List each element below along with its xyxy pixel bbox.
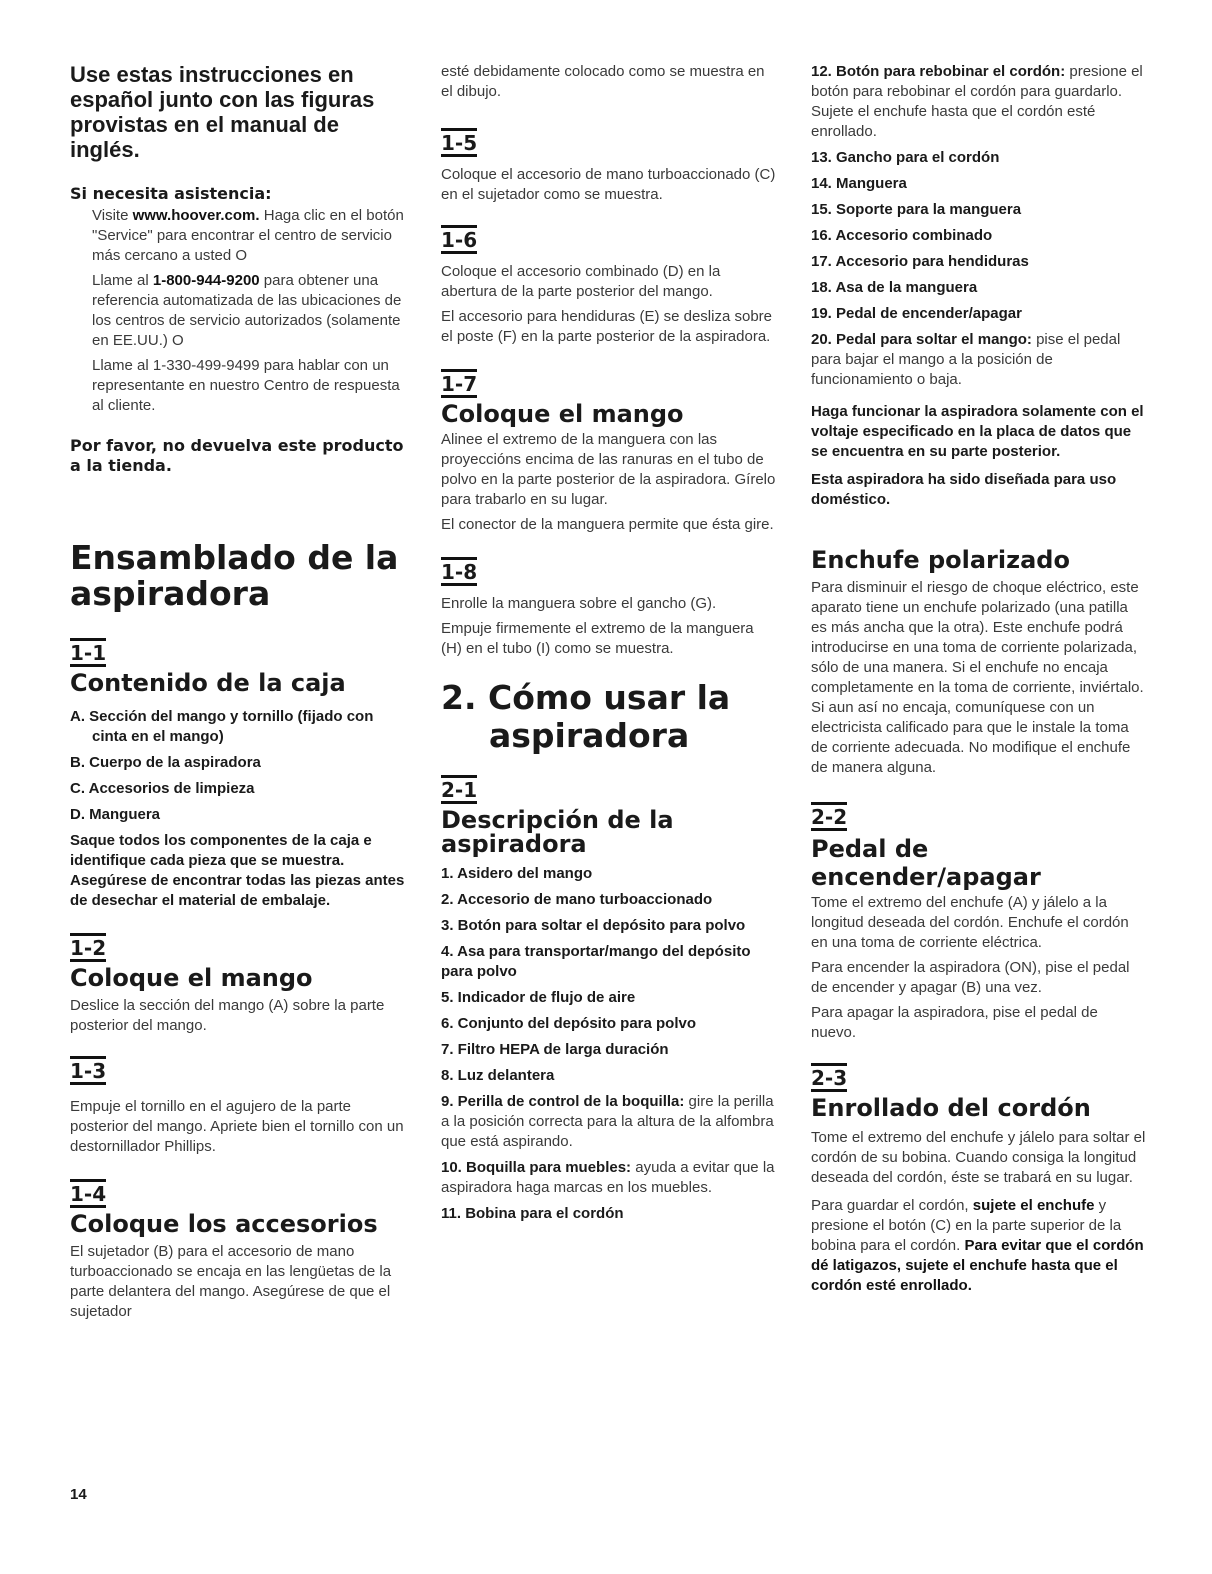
polarized-plug-title: Enchufe polarizado xyxy=(811,546,1070,574)
polarized-plug-body: Para disminuir el riesgo de choque eléctrico, este aparato tiene un enchufe polarizado (una patilla es más ancha que la otra). Este enchufe podrá introducirse en una toma de corriente polarizada, sólo de una manera. Si el enchufe no encaja completamente en la toma de corriente, inviértalo. Si aun así no encaja, comuníquese con un electricista calificado para que le instale la toma de corriente adecuada. No modifique el enchufe de manera alguna. xyxy=(811,579,1144,776)
step-number: 1-5 xyxy=(441,128,477,157)
list-item xyxy=(441,916,776,936)
step-2-2 xyxy=(811,802,1146,1043)
step-title: Enrollado del cordón xyxy=(811,1094,1091,1122)
step-body: Empuje firmemente el extremo de la manguera (H) en el tubo (I) como se muestra. xyxy=(441,620,754,657)
item-label: 20. Pedal para soltar el mango: xyxy=(811,331,1032,348)
item-label: 2. Accesorio de mano turboaccionado xyxy=(441,891,713,908)
intro-heading: Use estas instrucciones en español junto con las figuras provistas en el manual de inglés. xyxy=(70,62,375,162)
item-description: ayuda a evitar que la aspiradora haga marcas en los muebles. xyxy=(441,1159,775,1196)
step-body: Tome el extremo del enchufe y jálelo para soltar el cordón de su bobina. Cuando consiga la longitud deseada del cordón, éste se trabará en su lugar. xyxy=(811,1129,1146,1186)
item-label: 18. Asa de la manguera xyxy=(811,279,978,296)
page-number: 14 xyxy=(70,1486,87,1503)
assistance-paragraph-3: Llame al 1-330-499-9499 para hablar con un representante en nuestro Centro de respuesta al cliente. xyxy=(92,357,400,414)
step-number: 1-1 xyxy=(70,638,106,667)
step-body: Coloque el accesorio combinado (D) en la abertura de la parte posterior del mango. xyxy=(441,263,721,300)
list-item xyxy=(811,62,1146,142)
step-1-5 xyxy=(441,128,776,205)
step-body: El sujetador (B) para el accesorio de mano turboaccionado se encaja en las lengüetas de la parte delantera del mango. Asegúrese de que el sujetador xyxy=(70,1243,392,1320)
step-1-4 xyxy=(70,1179,405,1322)
item-label: 12. Botón para rebobinar el cordón: xyxy=(811,63,1066,80)
step-body: Alinee el extremo de la manguera con las proyeccións encima de las ranuras en el tubo de polvo en la parte posterior de la aspiradora. Gírelo para trabarlo en su lugar. xyxy=(441,431,776,508)
list-item xyxy=(441,1040,776,1060)
list-item xyxy=(441,1092,776,1152)
section-title-assembly: Ensamblado de la aspiradora xyxy=(70,538,399,613)
column-1 xyxy=(70,62,405,1322)
step-title: Contenido de la caja xyxy=(70,669,346,697)
step-2-1 xyxy=(441,775,776,1224)
section-title-text: Cómo usar la xyxy=(488,678,731,717)
contents-note: Saque todos los componentes de la caja e identifique cada pieza que se muestra. Asegúrese de encontrar todas las piezas antes de desechar el material de embalaje. xyxy=(70,832,405,909)
step-number: 1-7 xyxy=(441,369,477,398)
step-1-3 xyxy=(70,1056,405,1157)
voltage-note: Haga funcionar la aspiradora solamente con el voltaje especificado en la placa de datos que se encuentra en su parte posterior. xyxy=(811,403,1144,460)
item-label: 7. Filtro HEPA de larga duración xyxy=(441,1041,669,1058)
step-body: Para encender la aspiradora (ON), pise el pedal de encender y apagar (B) una vez. xyxy=(811,959,1130,996)
list-item xyxy=(441,1158,776,1198)
list-item xyxy=(441,1204,776,1224)
item-label: 8. Luz delantera xyxy=(441,1067,555,1084)
step-title: Descripción de la aspiradora xyxy=(441,806,674,858)
step-number: 1-4 xyxy=(70,1179,106,1208)
list-item xyxy=(811,252,1146,272)
step-body: Coloque el accesorio de mano turboaccionado (C) en el sujetador como se muestra. xyxy=(441,166,776,203)
step-text: y presione el botón (C) en la parte superior de la bobina para el cordón. xyxy=(811,1197,1122,1254)
section-title-line-2: aspiradora xyxy=(489,716,690,755)
list-item xyxy=(811,200,1146,220)
parts-list xyxy=(441,864,776,1224)
domestic-use-note: Esta aspiradora ha sido diseñada para uso doméstico. xyxy=(811,471,1117,508)
continued-text: esté debidamente colocado como se muestra en el dibujo. xyxy=(441,63,765,100)
step-number: 2-2 xyxy=(811,802,847,831)
item-description: presione el botón para rebobinar el cordón para guardarlo. Sujete el enchufe hasta que el cordón esté enrollado. xyxy=(811,63,1143,140)
section-title-line-1 xyxy=(441,679,776,717)
column-2 xyxy=(441,62,776,1230)
list-item xyxy=(811,330,1146,390)
list-item xyxy=(811,304,1146,324)
list-item: A. Sección del mango y tornillo (fijado con cinta en el mango) xyxy=(70,708,374,745)
item-label: 5. Indicador de flujo de aire xyxy=(441,989,636,1006)
section-number: 2. xyxy=(441,678,477,717)
step-number: 1-8 xyxy=(441,557,477,586)
step-number: 1-6 xyxy=(441,225,477,254)
item-label: 16. Accesorio combinado xyxy=(811,227,993,244)
item-label: 3. Botón para soltar el depósito para polvo xyxy=(441,917,746,934)
step-title: Coloque el mango xyxy=(70,964,313,992)
step-body: Tome el extremo del enchufe (A) y jálelo a la longitud deseada del cordón. Enchufe el cordón en una toma de corriente eléctrica. xyxy=(811,894,1129,951)
item-label: 19. Pedal de encender/apagar xyxy=(811,305,1022,322)
step-body: Deslice la sección del mango (A) sobre la parte posterior del mango. xyxy=(70,997,385,1034)
step-number: 1-3 xyxy=(70,1056,106,1085)
assistance-paragraph-1 xyxy=(70,206,405,266)
step-warning: Para evitar que el cordón dé latigazos, sujete el enchufe hasta que el cordón esté enrollado. xyxy=(811,1237,1144,1294)
item-label: 17. Accesorio para hendiduras xyxy=(811,253,1029,270)
step-number: 1-2 xyxy=(70,933,106,962)
assistance-text: Visite xyxy=(92,207,133,224)
assistance-text: Llame al xyxy=(92,272,153,289)
parts-list-continued xyxy=(811,62,1146,390)
list-item xyxy=(441,1066,776,1086)
step-1-2 xyxy=(70,933,405,1036)
item-description: pise el pedal para bajar el mango a la posición de funcionamiento o baja. xyxy=(811,331,1121,388)
item-label: 11. Bobina para el cordón xyxy=(441,1205,624,1222)
item-label: 9. Perilla de control de la boquilla: xyxy=(441,1093,685,1110)
assistance-heading: Si necesita asistencia: xyxy=(70,184,272,203)
list-item: B. Cuerpo de la aspiradora xyxy=(70,754,261,771)
list-item xyxy=(441,1014,776,1034)
column-3 xyxy=(811,62,1146,1296)
item-label: 15. Soporte para la manguera xyxy=(811,201,1022,218)
item-label: 13. Gancho para el cordón xyxy=(811,149,1000,166)
return-note: Por favor, no devuelva este producto a la tienda. xyxy=(70,436,404,475)
section-title-usage xyxy=(441,679,776,755)
step-emphasis: sujete el enchufe xyxy=(972,1197,1095,1214)
step-title: Coloque el mango xyxy=(441,400,684,428)
step-title: Pedal de encender/apagar xyxy=(811,835,1041,891)
step-title: Coloque los accesorios xyxy=(70,1210,378,1238)
list-item xyxy=(811,278,1146,298)
item-label: 1. Asidero del mango xyxy=(441,865,593,882)
list-item: D. Manguera xyxy=(70,806,161,823)
list-item xyxy=(441,890,776,910)
step-text: Para guardar el cordón, xyxy=(811,1197,973,1214)
item-label: 6. Conjunto del depósito para polvo xyxy=(441,1015,697,1032)
step-body xyxy=(811,1196,1146,1296)
step-body: Enrolle la manguera sobre el gancho (G). xyxy=(441,595,717,612)
step-1-6 xyxy=(441,225,776,347)
step-number: 2-1 xyxy=(441,775,477,804)
assistance-text: para obtener una referencia automatizada de las ubicaciones de los centros de servicio autorizados (solamente en EE.UU.) O xyxy=(92,272,402,349)
item-label: 10. Boquilla para muebles: xyxy=(441,1159,632,1176)
item-label: 14. Manguera xyxy=(811,175,907,192)
step-1-1 xyxy=(70,638,405,911)
list-item: C. Accesorios de limpieza xyxy=(70,780,255,797)
step-1-7 xyxy=(441,369,776,535)
step-body: El conector de la manguera permite que ésta gire. xyxy=(441,516,774,533)
step-body: Empuje el tornillo en el agujero de la parte posterior del mango. Apriete bien el tornillo con un destornillador Phillips. xyxy=(70,1098,404,1155)
step-2-3 xyxy=(811,1063,1146,1296)
list-item xyxy=(441,942,776,982)
assistance-paragraph-2 xyxy=(70,271,405,351)
item-label: 4. Asa para transportar/mango del depósito para polvo xyxy=(441,943,751,980)
step-1-8 xyxy=(441,557,776,659)
step-body: Para apagar la aspiradora, pise el pedal de nuevo. xyxy=(811,1004,1098,1041)
step-number: 2-3 xyxy=(811,1063,847,1092)
list-item xyxy=(441,988,776,1008)
step-body: El accesorio para hendiduras (E) se desliza sobre el poste (F) en la parte posterior de la aspiradora. xyxy=(441,308,773,345)
assistance-text: Haga clic en el botón "Service" para encontrar el centro de servicio más cercano a usted O xyxy=(92,207,404,264)
list-item xyxy=(811,226,1146,246)
list-item xyxy=(811,148,1146,168)
list-item xyxy=(811,174,1146,194)
website-link[interactable]: www.hoover.com. xyxy=(132,207,260,224)
list-item xyxy=(441,864,776,884)
phone-number: 1-800-944-9200 xyxy=(152,272,260,289)
item-description: gire la perilla a la posición correcta para la altura de la alfombra que está aspirando. xyxy=(441,1093,774,1150)
